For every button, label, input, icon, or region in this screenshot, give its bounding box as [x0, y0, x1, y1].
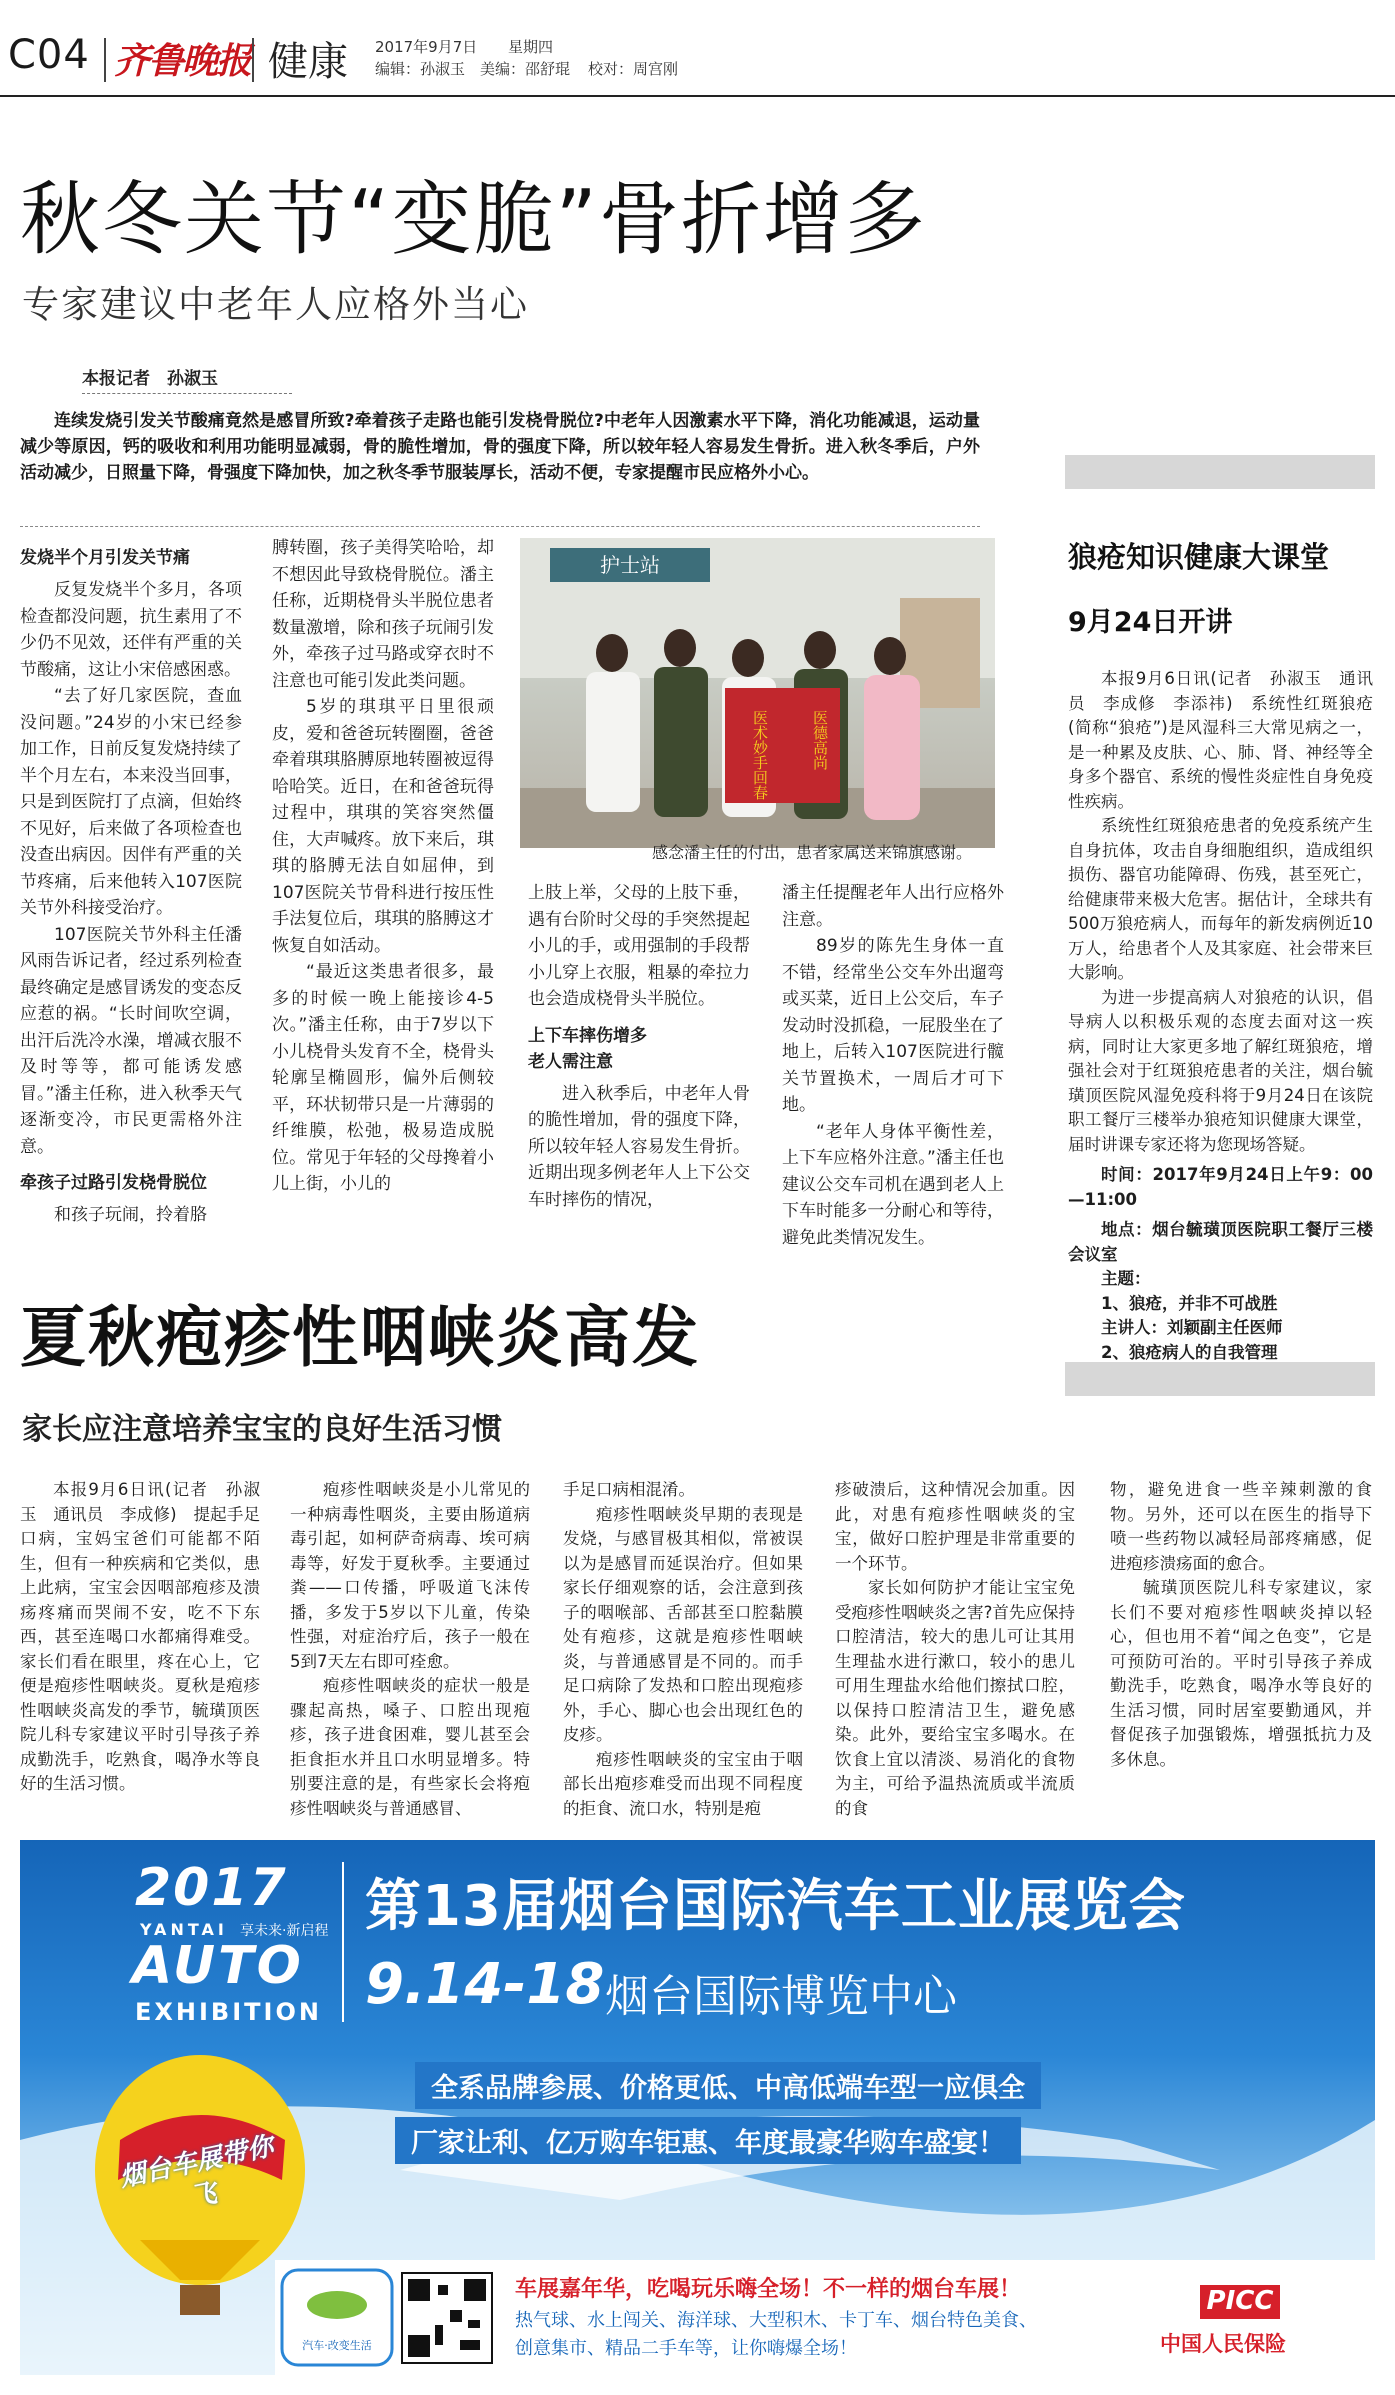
- ad-carnival: 车展嘉年华，吃喝玩乐嗨全场！不一样的烟台车展！: [515, 2277, 1022, 2302]
- balloon-text: 烟台车展带你飞: [117, 2131, 276, 2214]
- ad-auto: AUTO: [132, 1936, 304, 1996]
- subheading-fever: 发烧半个月引发关节痛: [20, 548, 190, 568]
- paragraph: 潘主任提醒老年人出行应格外注意。: [782, 883, 1004, 930]
- article2-title: 夏秋疱疹性咽峡炎高发: [20, 1299, 700, 1376]
- paragraph: 膊转圈，孩子美得笑哈哈，却不想因此导致桡骨脱位。潘主任称，近期桡骨头半脱位患者数量激增，除和孩子玩闹引发外，牵孩子过马路或穿衣时不注意也可能引发此类问题。: [272, 538, 494, 691]
- article1-column-4: [782, 880, 1004, 1251]
- ad-tagline: 享未来·新启程: [240, 1923, 329, 1939]
- ad-activities-2: 创意集市、精品二手车等，让你嗨爆全场！: [515, 2338, 857, 2359]
- ad-venue: 烟台国际博览中心: [605, 1971, 957, 2022]
- paragraph: “最近这类患者很多，最多的时候一晚上能接诊4-5次。”潘主任称，由于7岁以下小儿桡骨头发育不全，桡骨头轮廓呈椭圆形，偏外后侧较平，环状韧带只是一片薄弱的纤维膜，松弛，极易造成脱位。常见于年轻的父母搀着小儿上街，小儿的: [272, 962, 494, 1194]
- paragraph: 上肢上举，父母的上肢下垂，遇有台阶时父母的手突然提起小儿的手，或用强制的手段帮小儿穿上衣服，粗暴的牵拉力也会造成桡骨头半脱位。: [528, 883, 750, 1009]
- paragraph: 疹破溃后，这种情况会加重。因此，对患有疱疹性咽峡炎的宝宝，做好口腔护理是非常重要的一个环节。: [835, 1480, 1075, 1573]
- sidebar-title: 狼疮知识健康大课堂: [1068, 540, 1330, 574]
- art-credit: 美编：邵舒琨: [480, 60, 571, 78]
- ad-year: 2017: [135, 1858, 288, 1918]
- banner-text-right: 医德高尚: [811, 710, 829, 770]
- newspaper-logo: 齐鲁晚报: [114, 40, 251, 82]
- ad-activities-1: 热气球、水上闯关、海洋球、大型积木、卡丁车、烟台特色美食、: [515, 2310, 1037, 2331]
- paragraph: 疱疹性咽峡炎早期的表现是发烧，与感冒极其相似，常被误以为是感冒而延误治疗。但如果家长仔细观察的话，会注意到孩子的咽喉部、舌部甚至口腔黏膜处有疱疹，这就是疱疹性咽峡炎，与普通感冒是不同的。而手足口病除了发热和口腔出现疱疹外，手心、脚心也会出现红色的皮疹。: [563, 1504, 803, 1744]
- editor-credit: 编辑：孙淑玉: [375, 60, 466, 78]
- issue-date: 2017年9月7日: [375, 38, 478, 56]
- paragraph: 为进一步提高病人对狼疮的认识，倡导病人以积极乐观的态度去面对这一疾病，同时让大家更多地了解红斑狼疮，增强社会对于红斑狼疮患者的关注，烟台毓璜顶医院风湿免疫科将于9月24日在该院职工餐厅三楼举办狼疮知识健康大课堂，届时讲课专家还将为您现场答疑。: [1068, 987, 1373, 1154]
- article2-column-5: [1110, 1478, 1372, 1772]
- paragraph: 本报9月6日讯(记者 孙淑玉 通讯员 李成修 李添祎) 系统性红斑狼疮(简称“狼疮”)是风湿科三大常见病之一，是一种累及皮肤、心、肺、肾、神经等全身多个器官、系统的慢性炎症性自身免疫性疾病。: [1068, 669, 1373, 811]
- paragraph: 物，避免进食一些辛辣刺激的食物。另外，还可以在医生的指导下喷一些药物以减轻局部疼痛感，促进疱疹溃疡面的愈合。: [1110, 1480, 1372, 1573]
- article1-photo: [520, 538, 995, 848]
- paragraph: 5岁的琪琪平日里很顽皮，爱和爸爸玩转圈圈，爸爸牵着琪琪胳膊原地转圈被逗得哈哈笑。近日，在和爸爸玩得过程中，琪琪的笑容突然僵住，大声喊疼。放下来后，琪琪的胳膊无法自如屈伸，到107医院关节骨科进行按压性手法复位后，琪琪的胳膊这才恢复自如活动。: [272, 697, 494, 956]
- article2-subtitle: 家长应注意培养宝宝的良好生活习惯: [22, 1412, 502, 1447]
- article1-column-1: [20, 545, 242, 1229]
- masthead-divider: [104, 38, 106, 82]
- nurse-station-sign: 护士站: [600, 553, 660, 577]
- qr-code: [402, 2273, 492, 2363]
- sidebar-top-bar: [1065, 455, 1375, 489]
- issue-weekday: 星期四: [508, 38, 554, 56]
- article2-column-4: [835, 1478, 1075, 1821]
- proof-credit: 校对：周宫刚: [588, 60, 679, 78]
- paragraph: 毓璜顶医院儿科专家建议，家长们不要对疱疹性咽峡炎掉以轻心，但也用不着“闻之色变”，它是可预防可治的。平时引导孩子养成勤洗手，吃熟食，喝净水等良好的生活习惯，同时居室要勤通风，并督促孩子加强锻炼，增强抵抗力及多休息。: [1110, 1578, 1372, 1769]
- sponsor-logo: PICC: [1206, 2286, 1274, 2316]
- paragraph: 家长如何防护才能让宝宝免受疱疹性咽峡炎之害?首先应保持口腔清洁，较大的患儿可让其用生理盐水进行漱口，较小的患儿可用生理盐水给他们擦拭口腔，以保持口腔清洁卫生，避免感染。此外，要给宝宝多喝水。在饮食上宜以清淡、易消化的食物为主，可给予温热流质或半流质的食: [835, 1578, 1075, 1818]
- subheading-falls: 上下车摔伤增多: [528, 1025, 647, 1046]
- article1-byline: 本报记者 孙淑玉: [82, 369, 218, 389]
- paragraph: 疱疹性咽峡炎的宝宝由于咽部长出疱疹难受而出现不同程度的拒食、流口水，特别是疱: [563, 1749, 803, 1818]
- paragraph: 系统性红斑狼疮患者的免疫系统产生自身抗体，攻击自身细胞组织，造成组织损伤、器官功能障碍、伤残，甚至死亡，给健康带来极大危害。据估计，全球共有500万狼疮病人，而每年的新发病例近10万人，给患者个人及其家庭、社会带来巨大影响。: [1068, 816, 1373, 982]
- app-logo-caption: 汽车·改变生活: [302, 2339, 372, 2352]
- banner-text-left: 医术妙手回春: [751, 710, 769, 800]
- article2-column-1: [20, 1478, 260, 1797]
- auto-show-ad: [20, 1840, 1375, 2375]
- event-time: 时间：2017年9月24日上午9：00—11:00: [1068, 1165, 1373, 1209]
- photo-caption: 感念潘主任的付出，患者家属送来锦旗感谢。: [652, 843, 973, 862]
- ad-exhibition: EXHIBITION: [135, 1998, 322, 2026]
- sponsor-name: 中国人民保险: [1160, 2332, 1286, 2356]
- sidebar-subtitle: 9月24日开讲: [1068, 607, 1233, 638]
- subheading-child-dislocation: 牵孩子过路引发桡骨脱位: [20, 1173, 207, 1193]
- paragraph: 和孩子玩闹，拎着胳: [54, 1205, 207, 1225]
- paragraph: 反复发烧半个多月，各项检查都没问题，抗生素用了不少仍不见效，还伴有严重的关节酸痛，这让小宋倍感困惑。: [20, 580, 242, 680]
- paragraph: “老年人身体平衡性差，上下车应格外注意。”潘主任也建议公交车司机在遇到老人上下车时能多一分耐心和等待，避免此类情况发生。: [782, 1121, 1004, 1248]
- paragraph: 107医院关节外科主任潘风雨告诉记者，经过系列检查最终确定是感冒诱发的变态反应惹的祸。“长时间吹空调，出汗后洗冷水澡，增减衣服不及时等等，都可能诱发感冒。”潘主任称，进入秋季天气逐渐变冷，市民更需格外注意。: [20, 924, 242, 1157]
- article2-column-3: [563, 1478, 803, 1821]
- event-place: 地点：烟台毓璜顶医院职工餐厅三楼会议室: [1068, 1220, 1373, 1264]
- masthead-rule: [0, 95, 1395, 97]
- ad-slogan-1: 全系品牌参展、价格更低、中高低端车型一应俱全: [415, 2062, 1041, 2109]
- masthead-divider-2: [252, 38, 254, 82]
- paragraph: 进入秋季后，中老年人骨的脆性增加，骨的强度下降，所以较年轻人容易发生骨折。近期出现多例老年人上下公交车时摔伤的情况，: [528, 1083, 750, 1210]
- sidebar-bottom-bar: [1065, 1362, 1375, 1396]
- event-theme-label: 主题：: [1101, 1269, 1151, 1288]
- article1-subtitle: 专家建议中老年人应格外当心: [22, 283, 529, 326]
- byline-rule: [82, 393, 292, 395]
- article1-column-2: [272, 535, 494, 1198]
- article1-title: 秋冬关节“变脆”骨折增多: [20, 173, 927, 266]
- article1-column-3: [528, 880, 750, 1213]
- ad-dates: 9.14-18: [365, 1952, 605, 2017]
- ad-divider: [342, 1862, 344, 2022]
- car-logo-icon: [307, 2291, 367, 2319]
- event-topic-2: 2、狼疮病人的自我管理: [1101, 1342, 1278, 1362]
- paragraph: 手足口病相混淆。: [563, 1480, 695, 1499]
- subheading-elderly: 老人需注意: [528, 1051, 613, 1072]
- paragraph: 疱疹性咽峡炎的症状一般是骤起高热，嗓子、口腔出现疱疹，孩子进食困难，婴儿甚至会拒食拒水并且口水明显增多。特别要注意的是，有些家长会将疱疹性咽峡炎与普通感冒、: [290, 1676, 530, 1818]
- section-name: 健康: [268, 39, 348, 85]
- article1-lead: 连续发烧引发关节酸痛竟然是感冒所致?牵着孩子走路也能引发桡骨脱位?中老年人因激素水平下降，消化功能减退，运动量减少等原因，钙的吸收和利用功能明显减弱，骨的脆性增加，骨的强度下降，所以较年轻人容易发生骨折。进入秋冬季后，户外活动减少，日照量下降，骨强度下降加快，加之秋冬季节服装厚长，活动不便，专家提醒市民应格外小心。: [20, 411, 980, 483]
- ad-headline: 第13届烟台国际汽车工业展览会: [365, 1874, 1186, 1939]
- event-topic-1: 1、狼疮，并非不可战胜: [1101, 1293, 1278, 1313]
- article2-column-2: [290, 1478, 530, 1821]
- sidebar-body: [1068, 667, 1373, 1390]
- lead-rule: [20, 526, 980, 528]
- paragraph: 89岁的陈先生身体一直不错，经常坐公交车外出遛弯或买菜，近日上公交后，车子发动时没抓稳，一屁股坐在了地上，后转入107医院进行髋关节置换术，一周后才可下地。: [782, 936, 1004, 1115]
- event-speaker-1: 主讲人：刘颖副主任医师: [1101, 1318, 1283, 1337]
- paragraph: “去了好几家医院，查血没问题。”24岁的小宋已经参加工作，日前反复发烧持续了半个月左右，本来没当回事，只是到医院打了点滴，但始终不见好，后来做了各项检查也没查出病因。因伴有严重的关节疼痛，后来他转入107医院关节外科接受治疗。: [20, 686, 242, 918]
- ad-slogan-box: [411, 2062, 1320, 2162]
- photo-illustration: [520, 538, 995, 848]
- page-number: C04: [8, 32, 90, 78]
- ad-slogan-2: 厂家让利、亿万购车钜惠、年度最豪华购车盛宴！: [395, 2117, 1021, 2164]
- paragraph: 疱疹性咽峡炎是小儿常见的一种病毒性咽炎，主要由肠道病毒引起，如柯萨奇病毒、埃可病毒等，好发于夏秋季。主要通过粪——口传播，呼吸道飞沫传播，多发于5岁以下儿童，传染性强，对症治疗后，孩子一般在5到7天左右即可痊愈。: [290, 1480, 530, 1671]
- ad-yantai: YANTAI: [140, 1920, 228, 1939]
- paragraph: 本报9月6日讯(记者 孙淑玉 通讯员 李成修) 提起手足口病，宝妈宝爸们可能都不陌生，但有一种疾病和它类似，患上此病，宝宝会因咽部疱疹及溃疡疼痛而哭闹不安，吃不下东西，甚至连喝口水都痛得难受。家长们看在眼里，疼在心上，它便是疱疹性咽峡炎。夏秋是疱疹性咽峡炎高发的季节，毓璜顶医院儿科专家建议平时引导孩子养成勤洗手，吃熟食，喝净水等良好的生活习惯。: [20, 1480, 260, 1793]
